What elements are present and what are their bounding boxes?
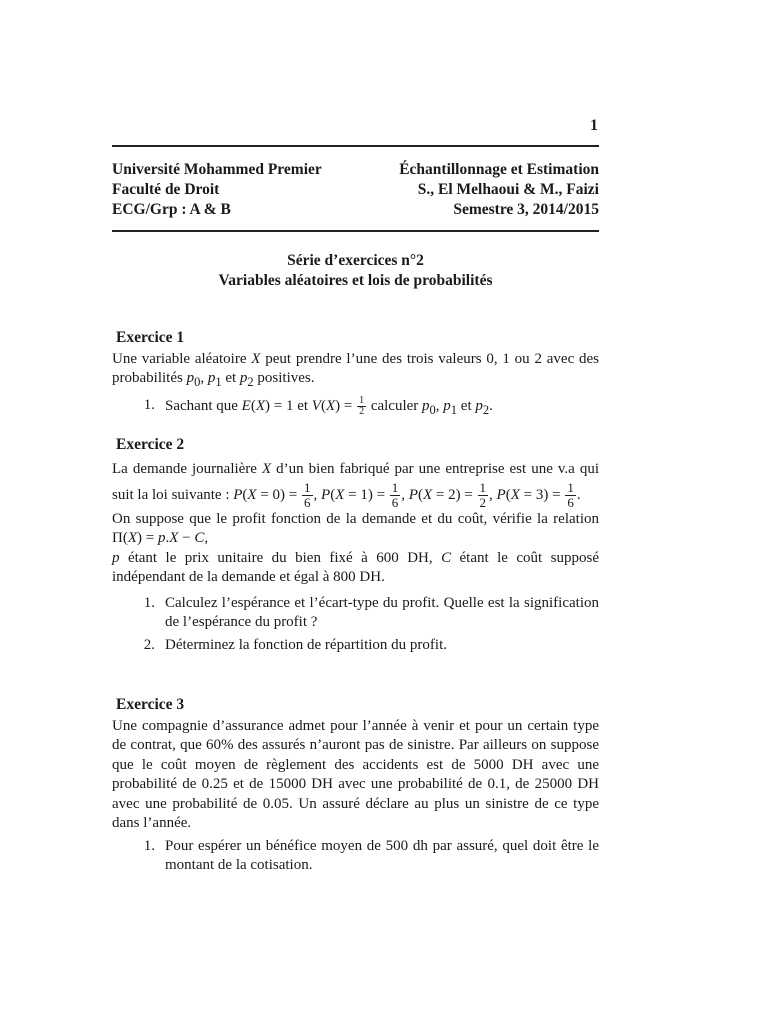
exercise-1-intro: Une variable aléatoire X peut prendre l’une des trois valeurs 0, 1 ou 2 avec des probabilités $p_0$, $p_1$ et $p_2$ positives. xyxy=(112,350,600,389)
exercise-1-title: Exercice 1 xyxy=(116,329,185,346)
item-text: Calculez l’espérance et l’écart-type du profit. Quelle est la signification de l’espérance du profit ? xyxy=(165,594,599,630)
university-name: Université Mohammed Premier xyxy=(112,161,322,178)
exercise-2-intro: La demande journalière X d’un bien fabriqué par une entreprise est une v.a qui suit la loi suivante : P(X = 0) = $\frac{1}{6}$ , P(X = 1) = $\frac{1}{6}$ , P(X = 2) = $\frac{1}{2}$ , P(X = 3) = $\frac{1}{6}$ . xyxy=(112,460,599,510)
series-title: Série d’exercices n°2 xyxy=(287,252,424,269)
exercise-3-item-1 xyxy=(112,837,599,876)
item-number: 2. xyxy=(143,636,155,653)
exercise-2-relation: On suppose que le profit fonction de la demande et du coût, vérifie la relation Π(X) = p.X − C, xyxy=(112,510,599,546)
header-row-3 xyxy=(112,200,599,220)
exercise-1-item-1 xyxy=(112,396,599,420)
header-top-rule xyxy=(112,145,599,147)
item-text: Pour espérer un bénéfice moyen de 500 dh par assuré, quel doit être le montant de la cotisation. xyxy=(165,837,599,873)
exercise-2-definitions: p étant le prix unitaire du bien fixé à 600 DH, C étant le coût supposé indépendant de la demande et égal à 800 DH. xyxy=(112,549,599,585)
semester: Semestre 3, 2014/2015 xyxy=(453,201,599,218)
exercise-2 xyxy=(112,435,599,655)
exercise-3-intro: Une compagnie d’assurance admet pour l’année à venir et pour un certain type de contrat, que 60% des assurés n’auront pas de sinistre. Par ailleurs on suppose que le coût moyen de règlement des accidents est de 5000 DH avec une probabilité de 0.25 et de 15000 DH avec une probabilité de 0.1, de 25000 DH avec une probabilité de 0.05. Un assuré déclare au plus un sinistre de ce type dans l’année. xyxy=(112,717,599,831)
header-row-1 xyxy=(112,160,599,180)
faculty-name: Faculté de Droit xyxy=(112,181,220,198)
exercise-2-item-1 xyxy=(112,594,599,633)
item-text: Déterminez la fonction de répartition du profit. xyxy=(165,636,447,653)
item-text: Sachant que E(X) = 1 et V(X) = $\frac{1}{2}$ calculer $p_0$, $p_1$ et $p_2$. xyxy=(165,394,493,417)
exercise-3 xyxy=(112,695,599,876)
page-number: 1 xyxy=(590,117,598,134)
document-header xyxy=(112,160,599,220)
document-title xyxy=(112,251,599,291)
header-row-2 xyxy=(112,180,599,200)
item-number: 1. xyxy=(143,396,155,413)
authors: S., El Melhaoui & M., Faizi xyxy=(417,181,599,198)
item-number: 1. xyxy=(143,837,155,854)
header-bottom-rule xyxy=(112,230,599,232)
exercise-1 xyxy=(112,328,599,420)
exercise-2-item-2 xyxy=(112,636,599,656)
series-subtitle: Variables aléatoires et lois de probabilités xyxy=(218,272,493,289)
course-name: Échantillonnage et Estimation xyxy=(399,161,599,178)
exercise-3-title: Exercice 3 xyxy=(116,696,185,713)
exercise-2-title: Exercice 2 xyxy=(116,436,185,453)
item-number: 1. xyxy=(143,594,155,611)
group-name: ECG/Grp : A & B xyxy=(112,201,231,218)
